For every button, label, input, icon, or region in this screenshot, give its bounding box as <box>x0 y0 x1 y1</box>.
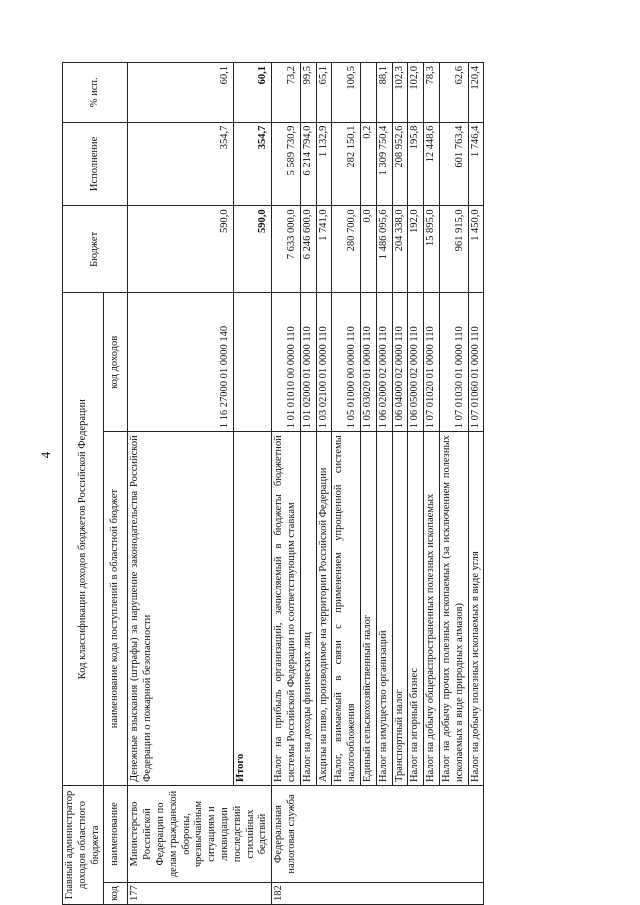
revenue-name: Налог на добычу прочих полезных ископаемых (за исключением полезных ископаемых в виде природных алмазов) <box>439 432 468 786</box>
admin-code: 182 <box>272 882 484 904</box>
percent-value: 60,1 <box>234 63 272 123</box>
budget-value: 1 741,0 <box>316 206 332 293</box>
revenue-code <box>234 293 272 432</box>
total-row <box>234 63 272 905</box>
percent-value: 73,2 <box>272 63 301 123</box>
execution-value: 6 214 794,0 <box>300 122 316 206</box>
classification-name-header: наименование кода поступлений в областной бюджет <box>104 432 128 786</box>
percent-value: 78,3 <box>424 63 440 123</box>
budget-value: 7 633 000,0 <box>272 206 301 293</box>
admin-name-header: наименование <box>104 786 128 883</box>
execution-value: 195,8 <box>408 122 424 206</box>
revenue-code: 1 16 27000 01 0000 140 <box>128 293 234 432</box>
revenue-name: Налог на имущество организаций <box>376 432 392 786</box>
budget-value: 590,0 <box>128 206 234 293</box>
revenue-code: 1 06 05000 02 0000 110 <box>408 293 424 432</box>
budget-value: 15 895,0 <box>424 206 440 293</box>
revenue-code: 1 07 01030 01 0000 110 <box>439 293 468 432</box>
execution-value: 208 952,6 <box>392 122 408 206</box>
table-row <box>300 63 316 905</box>
execution-value: 601 763,4 <box>439 122 468 206</box>
percent-value: 65,1 <box>316 63 332 123</box>
table-row <box>468 63 484 905</box>
revenue-name: Налог на доходы физических лиц <box>300 432 316 786</box>
budget-value: 6 246 600,0 <box>300 206 316 293</box>
revenue-code: 1 01 01010 00 0000 110 <box>272 293 301 432</box>
table-row <box>439 63 468 905</box>
revenue-code: 1 03 02100 01 0000 110 <box>316 293 332 432</box>
percent-value: 62,6 <box>439 63 468 123</box>
percent-value: 88,1 <box>376 63 392 123</box>
budget-value: 590,0 <box>234 206 272 293</box>
revenue-code: 1 06 02000 02 0000 110 <box>376 293 392 432</box>
percent-value: 100,5 <box>332 63 361 123</box>
table-row <box>424 63 440 905</box>
table-row <box>408 63 424 905</box>
revenue-name: Налог на добычу полезных ископаемых в виде угля <box>468 432 484 786</box>
table-row <box>376 63 392 905</box>
percent-value: 102,0 <box>408 63 424 123</box>
budget-value: 204 338,0 <box>392 206 408 293</box>
percent-value: 102,3 <box>392 63 408 123</box>
admin-group-header: Главный администратор доходов областного бюджета <box>63 786 104 905</box>
revenue-code: 1 05 03020 01 0000 110 <box>360 293 376 432</box>
revenue-name: Налог на игорный бизнес <box>408 432 424 786</box>
table-row <box>332 63 361 905</box>
execution-value: 12 448,6 <box>424 122 440 206</box>
admin-code: 177 <box>128 882 272 904</box>
page-number: 4 <box>38 451 53 459</box>
revenue-code: 1 07 01020 01 0000 110 <box>424 293 440 432</box>
execution-value: 354,7 <box>128 122 234 206</box>
classification-code-header: код доходов <box>104 293 128 432</box>
execution-value: 1 132,9 <box>316 122 332 206</box>
revenue-name: Акцизы на пиво, производимое на территории Российской Федерации <box>316 432 332 786</box>
budget-value: 192,0 <box>408 206 424 293</box>
revenue-name: Налог, взимаемый в связи с применением упрощенной системы налогообложения <box>332 432 361 786</box>
budget-value: 1 486 095,6 <box>376 206 392 293</box>
table-row <box>392 63 408 905</box>
revenue-name: Денежные взыскания (штрафы) за нарушение законодательства Российской Федерации о пожарной безопасности <box>128 432 234 786</box>
revenue-table <box>62 62 484 905</box>
execution-value: 282 150,1 <box>332 122 361 206</box>
classification-group-header: Код классификации доходов бюджетов Российской Федерации <box>63 293 104 786</box>
execution-value: 1 309 750,4 <box>376 122 392 206</box>
percent-value: 99,5 <box>300 63 316 123</box>
execution-header: Исполнение <box>63 122 128 206</box>
budget-value: 1 450,0 <box>468 206 484 293</box>
percent-value: 60,1 <box>128 63 234 123</box>
budget-value: 961 915,0 <box>439 206 468 293</box>
budget-header: Бюджет <box>63 206 128 293</box>
budget-value: 280 700,0 <box>332 206 361 293</box>
revenue-code: 1 06 04000 02 0000 110 <box>392 293 408 432</box>
admin-name: Федеральная налоговая служба <box>272 786 484 883</box>
percent-value <box>360 63 376 123</box>
revenue-name: Налог на добычу общераспространенных полезных ископаемых <box>424 432 440 786</box>
revenue-code: 1 01 02000 01 0000 110 <box>300 293 316 432</box>
table-row <box>272 63 301 905</box>
total-label: Итого <box>234 432 272 786</box>
budget-value: 0,0 <box>360 206 376 293</box>
execution-value: 0,2 <box>360 122 376 206</box>
percent-header: % исп. <box>63 63 128 123</box>
admin-name: Министерство Российской Федерации по делам гражданской обороны, чрезвычайным ситуациям и ликвидации последствий стихийных бедствий <box>128 786 272 883</box>
revenue-code: 1 07 01060 01 0000 110 <box>468 293 484 432</box>
execution-value: 5 589 730,9 <box>272 122 301 206</box>
revenue-code: 1 05 01000 00 0000 110 <box>332 293 361 432</box>
table-row <box>316 63 332 905</box>
execution-value: 354,7 <box>234 122 272 206</box>
admin-code-header: код <box>104 882 128 904</box>
table-row <box>128 63 234 905</box>
execution-value: 1 746,4 <box>468 122 484 206</box>
rotated-page-content <box>62 62 577 905</box>
revenue-name: Единый сельскохозяйственный налог <box>360 432 376 786</box>
revenue-name: Налог на прибыль организаций, зачисляемый в бюджеты бюджетной системы Российской Федерации по соответствующим ставкам <box>272 432 301 786</box>
percent-value: 120,4 <box>468 63 484 123</box>
table-row <box>360 63 376 905</box>
revenue-name: Транспортный налог <box>392 432 408 786</box>
